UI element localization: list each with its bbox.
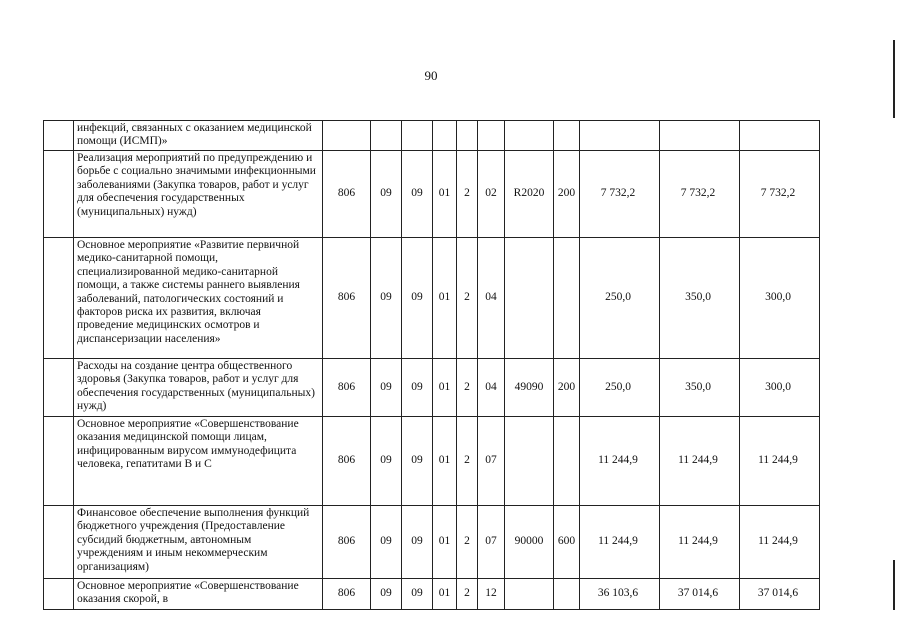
amount-year1-cell: 7 732,2 bbox=[580, 151, 660, 238]
item-description-cell: Реализация мероприятий по предупреждению и борьбе с социально значимыми инфекционными заболеваниями (Закупка товаров, работ и услуг для обеспечения государственных (муниципальных) нужд) bbox=[74, 151, 323, 238]
item-description-cell: Основное мероприятие «Совершенствование оказания скорой, в bbox=[74, 579, 323, 610]
code-vr-cell: 200 bbox=[554, 151, 580, 238]
item-description-cell: Расходы на создание центра общественного здоровья (Закупка товаров, работ и услуг для обеспечения государственных (муниципальных) нужд) bbox=[74, 359, 323, 417]
code-subprogram-cell: 2 bbox=[457, 417, 478, 506]
code-vr-cell bbox=[554, 417, 580, 506]
code-vr-cell bbox=[554, 238, 580, 359]
code-gr-cell: 806 bbox=[323, 579, 371, 610]
amount-year3-cell: 300,0 bbox=[740, 238, 820, 359]
amount-year2-cell: 350,0 bbox=[660, 238, 740, 359]
code-event-cell: 07 bbox=[478, 417, 505, 506]
code-pr-cell: 09 bbox=[402, 506, 433, 579]
amount-year3-cell: 37 014,6 bbox=[740, 579, 820, 610]
code-gr-cell: 806 bbox=[323, 417, 371, 506]
code-program-cell: 01 bbox=[433, 506, 457, 579]
amount-year1-cell: 250,0 bbox=[580, 238, 660, 359]
amount-year2-cell bbox=[660, 121, 740, 151]
code-subprogram-cell: 2 bbox=[457, 238, 478, 359]
amount-year2-cell: 350,0 bbox=[660, 359, 740, 417]
item-description-cell: Основное мероприятие «Совершенствование оказания медицинской помощи лицам, инфицированным вирусом иммунодефицита человека, гепатитами В и С bbox=[74, 417, 323, 506]
code-event-cell bbox=[478, 121, 505, 151]
code-direction-cell bbox=[505, 417, 554, 506]
code-direction-cell: 90000 bbox=[505, 506, 554, 579]
table-row bbox=[44, 506, 820, 579]
amount-year1-cell bbox=[580, 121, 660, 151]
table-row bbox=[44, 238, 820, 359]
code-vr-cell bbox=[554, 121, 580, 151]
code-program-cell: 01 bbox=[433, 579, 457, 610]
amount-year1-cell: 36 103,6 bbox=[580, 579, 660, 610]
table-row bbox=[44, 579, 820, 610]
amount-year3-cell: 7 732,2 bbox=[740, 151, 820, 238]
amount-year1-cell: 250,0 bbox=[580, 359, 660, 417]
amount-year3-cell: 11 244,9 bbox=[740, 506, 820, 579]
amount-year3-cell bbox=[740, 121, 820, 151]
code-gr-cell: 806 bbox=[323, 238, 371, 359]
code-vr-cell bbox=[554, 579, 580, 610]
code-event-cell: 04 bbox=[478, 359, 505, 417]
code-direction-cell bbox=[505, 238, 554, 359]
code-event-cell: 02 bbox=[478, 151, 505, 238]
code-rz-cell: 09 bbox=[371, 579, 402, 610]
scan-edge-mark bbox=[893, 40, 895, 118]
code-vr-cell: 600 bbox=[554, 506, 580, 579]
code-rz-cell: 09 bbox=[371, 417, 402, 506]
item-description-cell: инфекций, связанных с оказанием медицинской помощи (ИСМП)» bbox=[74, 121, 323, 151]
code-pr-cell: 09 bbox=[402, 238, 433, 359]
code-gr-cell: 806 bbox=[323, 359, 371, 417]
code-subprogram-cell: 2 bbox=[457, 359, 478, 417]
row-number-cell bbox=[44, 238, 74, 359]
amount-year3-cell: 11 244,9 bbox=[740, 417, 820, 506]
code-rz-cell: 09 bbox=[371, 359, 402, 417]
code-direction-cell bbox=[505, 121, 554, 151]
code-gr-cell bbox=[323, 121, 371, 151]
code-subprogram-cell: 2 bbox=[457, 506, 478, 579]
code-pr-cell bbox=[402, 121, 433, 151]
table-row bbox=[44, 417, 820, 506]
row-number-cell bbox=[44, 506, 74, 579]
code-gr-cell: 806 bbox=[323, 151, 371, 238]
code-subprogram-cell: 2 bbox=[457, 151, 478, 238]
code-program-cell: 01 bbox=[433, 238, 457, 359]
amount-year3-cell: 300,0 bbox=[740, 359, 820, 417]
code-rz-cell: 09 bbox=[371, 238, 402, 359]
code-pr-cell: 09 bbox=[402, 579, 433, 610]
table-row bbox=[44, 359, 820, 417]
scan-edge-mark bbox=[893, 560, 895, 610]
item-description-cell: Финансовое обеспечение выполнения функций бюджетного учреждения (Предоставление субсидий бюджетным, автономным учреждениям и иным некоммерческим организациям) bbox=[74, 506, 323, 579]
code-rz-cell: 09 bbox=[371, 506, 402, 579]
row-number-cell bbox=[44, 151, 74, 238]
code-direction-cell: 49090 bbox=[505, 359, 554, 417]
code-direction-cell bbox=[505, 579, 554, 610]
code-rz-cell bbox=[371, 121, 402, 151]
code-gr-cell: 806 bbox=[323, 506, 371, 579]
code-pr-cell: 09 bbox=[402, 359, 433, 417]
amount-year1-cell: 11 244,9 bbox=[580, 417, 660, 506]
code-subprogram-cell: 2 bbox=[457, 579, 478, 610]
code-subprogram-cell bbox=[457, 121, 478, 151]
code-rz-cell: 09 bbox=[371, 151, 402, 238]
code-program-cell: 01 bbox=[433, 359, 457, 417]
code-program-cell: 01 bbox=[433, 151, 457, 238]
amount-year2-cell: 11 244,9 bbox=[660, 417, 740, 506]
table-row bbox=[44, 151, 820, 238]
amount-year1-cell: 11 244,9 bbox=[580, 506, 660, 579]
page-number: 90 bbox=[424, 68, 438, 83]
table-row bbox=[44, 121, 820, 151]
amount-year2-cell: 37 014,6 bbox=[660, 579, 740, 610]
code-pr-cell: 09 bbox=[402, 151, 433, 238]
item-description-cell: Основное мероприятие «Развитие первичной медико-санитарной помощи, специализированной медико-санитарной помощи, а также системы раннего выявления заболеваний, патологических состояний и факторов риска их развития, включая проведение медицинских осмотров и диспансеризации населения» bbox=[74, 238, 323, 359]
code-event-cell: 12 bbox=[478, 579, 505, 610]
row-number-cell bbox=[44, 121, 74, 151]
row-number-cell bbox=[44, 417, 74, 506]
amount-year2-cell: 11 244,9 bbox=[660, 506, 740, 579]
budget-table bbox=[43, 120, 820, 610]
amount-year2-cell: 7 732,2 bbox=[660, 151, 740, 238]
code-direction-cell: R2020 bbox=[505, 151, 554, 238]
row-number-cell bbox=[44, 359, 74, 417]
code-vr-cell: 200 bbox=[554, 359, 580, 417]
row-number-cell bbox=[44, 579, 74, 610]
code-program-cell bbox=[433, 121, 457, 151]
code-program-cell: 01 bbox=[433, 417, 457, 506]
code-event-cell: 04 bbox=[478, 238, 505, 359]
code-event-cell: 07 bbox=[478, 506, 505, 579]
code-pr-cell: 09 bbox=[402, 417, 433, 506]
